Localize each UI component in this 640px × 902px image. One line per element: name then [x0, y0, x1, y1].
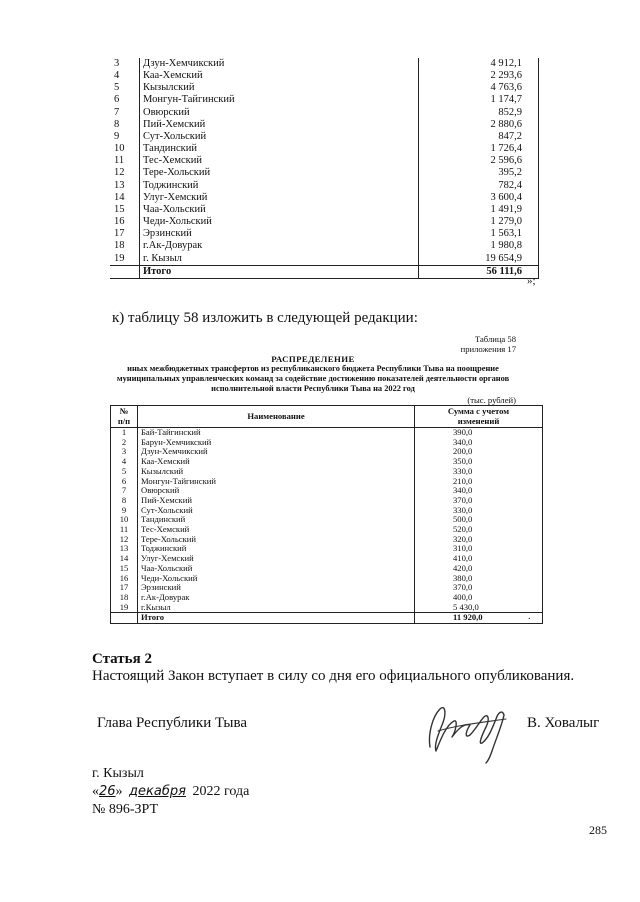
row-name: Эрзинский [140, 228, 419, 240]
row-value: 4 763,6 [419, 82, 539, 94]
header-number: № п/п [111, 406, 138, 428]
row-number: 14 [110, 192, 140, 204]
table-row [110, 70, 539, 82]
row-number: 17 [111, 583, 138, 593]
row-number: 2 [111, 438, 138, 448]
row-value: 520,0 [415, 525, 543, 535]
header-sum: Сумма с учетом изменений [415, 406, 543, 428]
row-value: 1 980,8 [419, 240, 539, 252]
article-title: Статья 2 [92, 651, 152, 667]
row-number: 4 [111, 457, 138, 467]
row-name: г.Ак-Довурак [140, 240, 419, 252]
row-number: 8 [110, 119, 140, 131]
row-number: 17 [110, 228, 140, 240]
amendment-item-k: к) таблицу 58 изложить в следующей редакции: [112, 310, 418, 326]
row-name: Кызылский [138, 467, 415, 477]
table-row [110, 119, 539, 131]
row-name: Монгун-Тайгинский [140, 94, 419, 106]
row-value: 340,0 [415, 438, 543, 448]
row-name: Улуг-Хемский [138, 554, 415, 564]
header-name: Наименование [138, 406, 415, 428]
signing-date [92, 784, 249, 800]
row-value: 390,0 [415, 428, 543, 438]
table-row [111, 603, 543, 613]
table-row [110, 216, 539, 228]
table-row [110, 240, 539, 252]
row-name: Каа-Хемский [138, 457, 415, 467]
closing-quote: »; [527, 275, 536, 287]
row-name: Сут-Хольский [140, 131, 419, 143]
table-unit: (тыс. рублей) [467, 395, 516, 405]
row-name: г.Ак-Довурак [138, 593, 415, 603]
row-name: Дзун-Хемчикский [138, 447, 415, 457]
subtitle-line: иных межбюджетных трансфертов из республиканского бюджета Республики Тыва на поощрение [127, 364, 499, 373]
row-name: г. Кызыл [140, 253, 419, 266]
row-value: 5 430,0 [415, 603, 543, 613]
row-number: 12 [110, 167, 140, 179]
row-name: Овюрский [140, 107, 419, 119]
row-number: 10 [111, 515, 138, 525]
law-number: № 896-ЗРТ [92, 802, 159, 817]
row-value: 1 726,4 [419, 143, 539, 155]
table-row [110, 204, 539, 216]
row-value: 500,0 [415, 515, 543, 525]
row-number: 3 [111, 447, 138, 457]
row-number: 9 [111, 506, 138, 516]
row-name: Тоджинский [140, 180, 419, 192]
row-number: 5 [110, 82, 140, 94]
row-value: 420,0 [415, 564, 543, 574]
row-name: г.Кызыл [138, 603, 415, 613]
total-value: 56 111,6 [419, 265, 539, 278]
row-number: 13 [111, 544, 138, 554]
row-name: Тандинский [140, 143, 419, 155]
table-header-row [111, 406, 543, 428]
row-value: 400,0 [415, 593, 543, 603]
table-number: Таблица 58 [474, 334, 516, 344]
row-name: Монгун-Тайгинский [138, 477, 415, 487]
signing-city: г. Кызыл [92, 766, 144, 781]
row-value: 310,0 [415, 544, 543, 554]
row-number: 1 [111, 428, 138, 438]
row-name: Тес-Хемский [140, 155, 419, 167]
row-name: Барун-Хемчикский [138, 438, 415, 448]
row-value: 19 654,9 [419, 253, 539, 266]
total-label: Итого [138, 613, 415, 624]
date-month: декабря [129, 784, 186, 799]
total-number-cell [110, 265, 140, 278]
table-row [110, 131, 539, 143]
signatory-name: В. Ховалыг [527, 715, 600, 731]
total-row [110, 265, 539, 278]
row-name: Пий-Хемский [138, 496, 415, 506]
table-row [110, 192, 539, 204]
table-row [110, 180, 539, 192]
page-number: 285 [589, 823, 607, 837]
distribution-table [110, 405, 543, 624]
row-name: Тере-Хольский [138, 535, 415, 545]
total-row [111, 613, 543, 624]
row-number: 6 [111, 477, 138, 487]
table-row [110, 253, 539, 266]
row-number: 11 [111, 525, 138, 535]
date-close-quote: » [115, 784, 123, 799]
row-number: 15 [110, 204, 140, 216]
row-number: 7 [110, 107, 140, 119]
row-value: 395,2 [419, 167, 539, 179]
row-number: 18 [110, 240, 140, 252]
appendix-reference: приложения 17 [460, 344, 516, 354]
subtitle-line: исполнительной власти Республики Тыва на 2022 год [211, 384, 415, 393]
row-number: 11 [110, 155, 140, 167]
row-number: 10 [110, 143, 140, 155]
row-number: 6 [110, 94, 140, 106]
row-number: 18 [111, 593, 138, 603]
row-number: 19 [110, 253, 140, 266]
row-value: 2 596,6 [419, 155, 539, 167]
table-end-mark: . [528, 611, 531, 622]
article-text: Настоящий Закон вступает в силу со дня его официального опубликования. [92, 668, 575, 684]
row-value: 3 600,4 [419, 192, 539, 204]
table-row [110, 155, 539, 167]
row-name: Овюрский [138, 486, 415, 496]
row-name: Тере-Хольский [140, 167, 419, 179]
row-value: 782,4 [419, 180, 539, 192]
row-value: 1 563,1 [419, 228, 539, 240]
row-value: 330,0 [415, 506, 543, 516]
total-number-cell [111, 613, 138, 624]
row-number: 7 [111, 486, 138, 496]
table-row [110, 143, 539, 155]
total-value: 11 920,0 [415, 613, 543, 624]
handwritten-signature [418, 695, 518, 765]
row-value: 2 293,6 [419, 70, 539, 82]
table-row [110, 107, 539, 119]
row-number: 16 [111, 574, 138, 584]
row-value: 380,0 [415, 574, 543, 584]
table-row [110, 167, 539, 179]
row-name: Кызылский [140, 82, 419, 94]
row-name: Тандинский [138, 515, 415, 525]
transfers-table-continuation [110, 58, 539, 279]
row-name: Чеди-Хольский [140, 216, 419, 228]
row-value: 200,0 [415, 447, 543, 457]
row-number: 8 [111, 496, 138, 506]
row-name: Тоджинский [138, 544, 415, 554]
row-value: 410,0 [415, 554, 543, 564]
row-number: 12 [111, 535, 138, 545]
row-name: Улуг-Хемский [140, 192, 419, 204]
row-number: 13 [110, 180, 140, 192]
row-value: 330,0 [415, 467, 543, 477]
row-name: Тес-Хемский [138, 525, 415, 535]
table-title: РАСПРЕДЕЛЕНИЕ [271, 354, 355, 364]
row-name: Чаа-Хольский [140, 204, 419, 216]
row-value: 370,0 [415, 496, 543, 506]
row-name: Пий-Хемский [140, 119, 419, 131]
row-value: 852,9 [419, 107, 539, 119]
row-number: 19 [111, 603, 138, 613]
table-row [110, 94, 539, 106]
row-value: 370,0 [415, 583, 543, 593]
row-value: 320,0 [415, 535, 543, 545]
date-year: 2022 года [192, 784, 250, 799]
table-subtitle [110, 364, 516, 394]
row-value: 350,0 [415, 457, 543, 467]
row-value: 1 491,9 [419, 204, 539, 216]
row-name: Чаа-Хольский [138, 564, 415, 574]
row-value: 210,0 [415, 477, 543, 487]
table-row [110, 82, 539, 94]
row-name: Каа-Хемский [140, 70, 419, 82]
row-name: Бай-Тайгинский [138, 428, 415, 438]
row-number: 4 [110, 70, 140, 82]
row-number: 5 [111, 467, 138, 477]
table-row [110, 228, 539, 240]
row-number: 9 [110, 131, 140, 143]
row-name: Сут-Хольский [138, 506, 415, 516]
total-label: Итого [140, 265, 419, 278]
row-value: 1 174,7 [419, 94, 539, 106]
row-value: 4 912,1 [419, 58, 539, 70]
subtitle-line: муниципальных управленческих команд за содействие достижению показателей деятельности органов [116, 374, 510, 383]
row-value: 1 279,0 [419, 216, 539, 228]
row-number: 3 [110, 58, 140, 70]
row-value: 2 880,6 [419, 119, 539, 131]
row-name: Чеди-Хольский [138, 574, 415, 584]
row-name: Дзун-Хемчикский [140, 58, 419, 70]
row-name: Эрзинский [138, 583, 415, 593]
row-value: 847,2 [419, 131, 539, 143]
signatory-position: Глава Республики Тыва [97, 715, 248, 731]
row-number: 14 [111, 554, 138, 564]
date-day: 26 [99, 784, 116, 799]
table-row [110, 58, 539, 70]
row-value: 340,0 [415, 486, 543, 496]
row-number: 15 [111, 564, 138, 574]
date-open-quote: « [92, 784, 99, 799]
row-number: 16 [110, 216, 140, 228]
